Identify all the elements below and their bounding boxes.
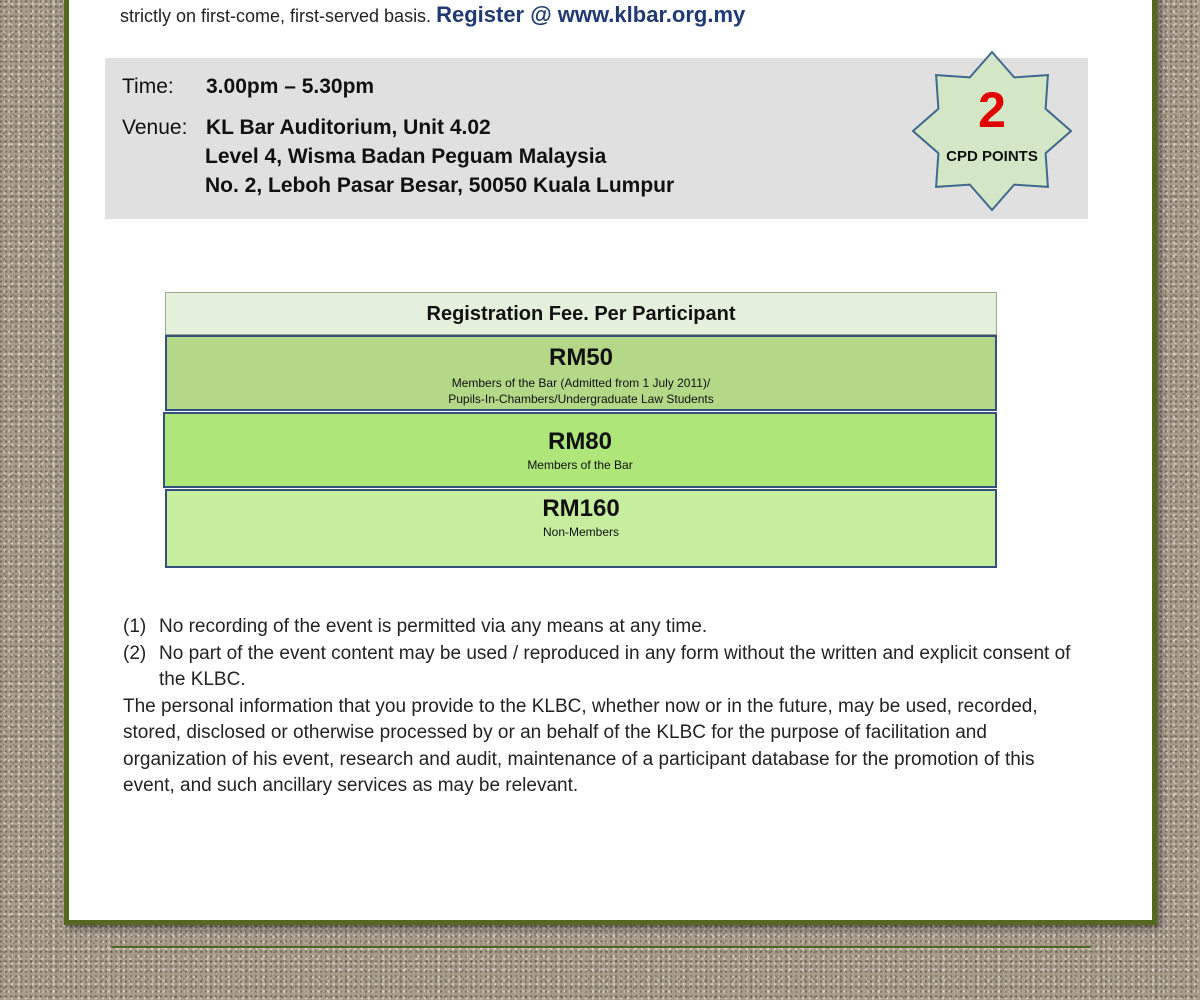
venue-line-1: KL Bar Auditorium, Unit 4.02 xyxy=(206,116,491,139)
note-number: (2) xyxy=(123,642,147,664)
fee-price: RM80 xyxy=(547,428,613,455)
fee-description-line-1: Non-Members xyxy=(542,525,620,539)
note-number: (1) xyxy=(123,616,147,637)
time-value: 3.00pm – 5.30pm xyxy=(206,75,375,98)
fee-row-members xyxy=(163,412,997,488)
time-row xyxy=(122,75,374,99)
note-item xyxy=(123,641,1073,694)
privacy-statement: The personal information that you provide to the KLBC, whether now or in the future, may be used, recorded, stored, disclosed or otherwise processed by or an behalf of the KLBC for the purpose of facilitation and organization of his event, research and audit, maintenance of a participant database for the promotion of this event, and such ancillary services as may be relevant. xyxy=(123,695,1038,796)
fee-row-members-pupils xyxy=(165,335,997,411)
fee-table-header: Registration Fee. Per Participant xyxy=(165,292,997,335)
cpd-points-badge xyxy=(912,50,1072,212)
fee-price: RM50 xyxy=(548,344,614,371)
fee-price: RM160 xyxy=(542,495,620,522)
register-link[interactable]: Register @ www.klbar.org.my xyxy=(436,2,746,27)
cpd-points-label: CPD POINTS xyxy=(946,148,1038,165)
venue-line-3: No. 2, Leboh Pasar Besar, 50050 Kuala Lumpur xyxy=(205,174,675,197)
time-label: Time: xyxy=(122,75,174,98)
fee-description-line-2: Pupils-In-Chambers/Undergraduate Law Students xyxy=(448,392,714,406)
intro-line xyxy=(120,2,745,28)
venue-line-2: Level 4, Wisma Badan Peguam Malaysia xyxy=(205,145,607,168)
terms-notes xyxy=(123,614,1073,800)
venue-label: Venue: xyxy=(122,116,188,139)
intro-text: strictly on first-come, first-served basis. xyxy=(120,6,432,26)
fee-row-non-members xyxy=(165,489,997,568)
fee-description-line-1: Members of the Bar (Admitted from 1 July 2011)/ xyxy=(451,376,711,390)
note-text: No part of the event content may be used / reproduced in any form without the written and explicit consent of the KLBC. xyxy=(159,642,1071,690)
note-item xyxy=(123,614,1073,641)
bottom-divider xyxy=(112,946,1090,948)
fee-description-line-1: Members of the Bar xyxy=(527,458,633,472)
venue-row xyxy=(122,116,491,140)
cpd-points-number: 2 xyxy=(978,82,1006,138)
note-text: No recording of the event is permitted via any means at any time. xyxy=(159,616,708,637)
